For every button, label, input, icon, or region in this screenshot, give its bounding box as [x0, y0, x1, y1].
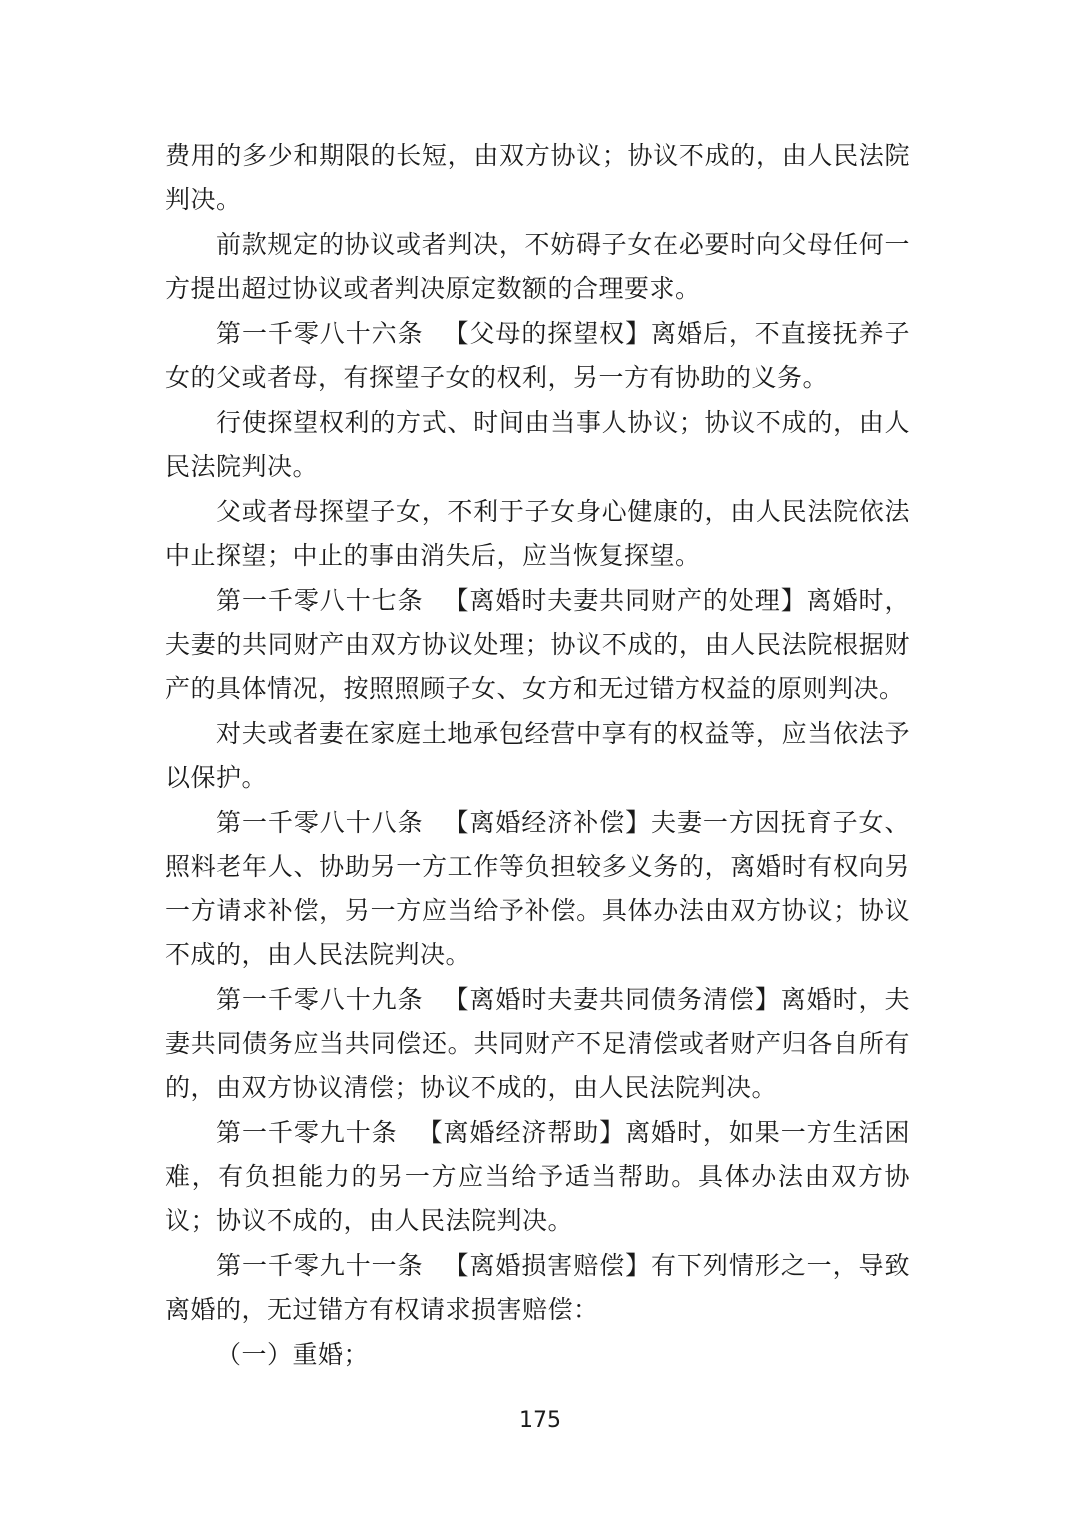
paragraph: [165, 490, 910, 578]
document-body: [165, 134, 910, 1378]
article-1088: [165, 801, 910, 977]
paragraph-text: 对夫或者妻在家庭土地承包经营中享有的权益等，应当依法予以保护。: [165, 719, 910, 792]
article-number: 第一千零九十条: [216, 1118, 398, 1147]
list-item: [165, 1333, 910, 1377]
article-heading: 【离婚经济补偿】: [443, 808, 652, 837]
paragraph-text: 有下列情形之一，导致离婚的，无过错方有权请求损害赔偿：: [165, 1251, 910, 1324]
paragraph-text: 离婚时，如果一方生活困难，有负担能力的另一方应当给予适当帮助。具体办法由双方协议；协议不成的，由人民法院判决。: [165, 1118, 910, 1235]
paragraph-text: 费用的多少和期限的长短，由双方协议；协议不成的，由人民法院判决。: [165, 141, 910, 214]
paragraph-text: （一）重婚；: [216, 1340, 370, 1369]
paragraph: [165, 712, 910, 800]
paragraph-text: 行使探望权利的方式、时间由当事人协议；协议不成的，由人民法院判决。: [165, 408, 910, 481]
page-number: 175: [519, 1408, 561, 1433]
paragraph: [165, 401, 910, 489]
article-1087: [165, 579, 910, 711]
paragraph-text: 夫妻一方因抚育子女、照料老年人、协助另一方工作等负担较多义务的，离婚时有权向另一方请求补偿，另一方应当给予补偿。具体办法由双方协议；协议不成的，由人民法院判决。: [165, 808, 910, 969]
article-heading: 【离婚经济帮助】: [417, 1118, 626, 1147]
article-heading: 【离婚时夫妻共同债务清偿】: [443, 985, 781, 1014]
article-number: 第一千零八十七条: [216, 586, 424, 615]
article-heading: 【父母的探望权】: [443, 319, 652, 348]
paragraph: [165, 223, 910, 311]
paragraph-text: 父或者母探望子女，不利于子女身心健康的，由人民法院依法中止探望；中止的事由消失后，应当恢复探望。: [165, 497, 910, 570]
paragraph-text: 离婚时，夫妻的共同财产由双方协议处理；协议不成的，由人民法院根据财产的具体情况，按照照顾子女、女方和无过错方权益的原则判决。: [165, 586, 910, 703]
paragraph-text: 前款规定的协议或者判决，不妨碍子女在必要时向父母任何一方提出超过协议或者判决原定数额的合理要求。: [165, 230, 910, 303]
paragraph-text: 离婚时，夫妻共同债务应当共同偿还。共同财产不足清偿或者财产归各自所有的，由双方协议清偿；协议不成的，由人民法院判决。: [165, 985, 910, 1102]
article-number: 第一千零九十一条: [216, 1251, 424, 1280]
paragraph-continuation: [165, 134, 910, 222]
article-heading: 【离婚损害赔偿】: [443, 1251, 652, 1280]
article-number: 第一千零八十八条: [216, 808, 424, 837]
article-1090: [165, 1111, 910, 1243]
paragraph-text: 离婚后，不直接抚养子女的父或者母，有探望子女的权利，另一方有协助的义务。: [165, 319, 910, 392]
article-number: 第一千零八十九条: [216, 985, 424, 1014]
article-number: 第一千零八十六条: [216, 319, 424, 348]
article-1089: [165, 978, 910, 1110]
article-1086: [165, 312, 910, 400]
article-1091: [165, 1244, 910, 1332]
article-heading: 【离婚时夫妻共同财产的处理】: [443, 586, 807, 615]
